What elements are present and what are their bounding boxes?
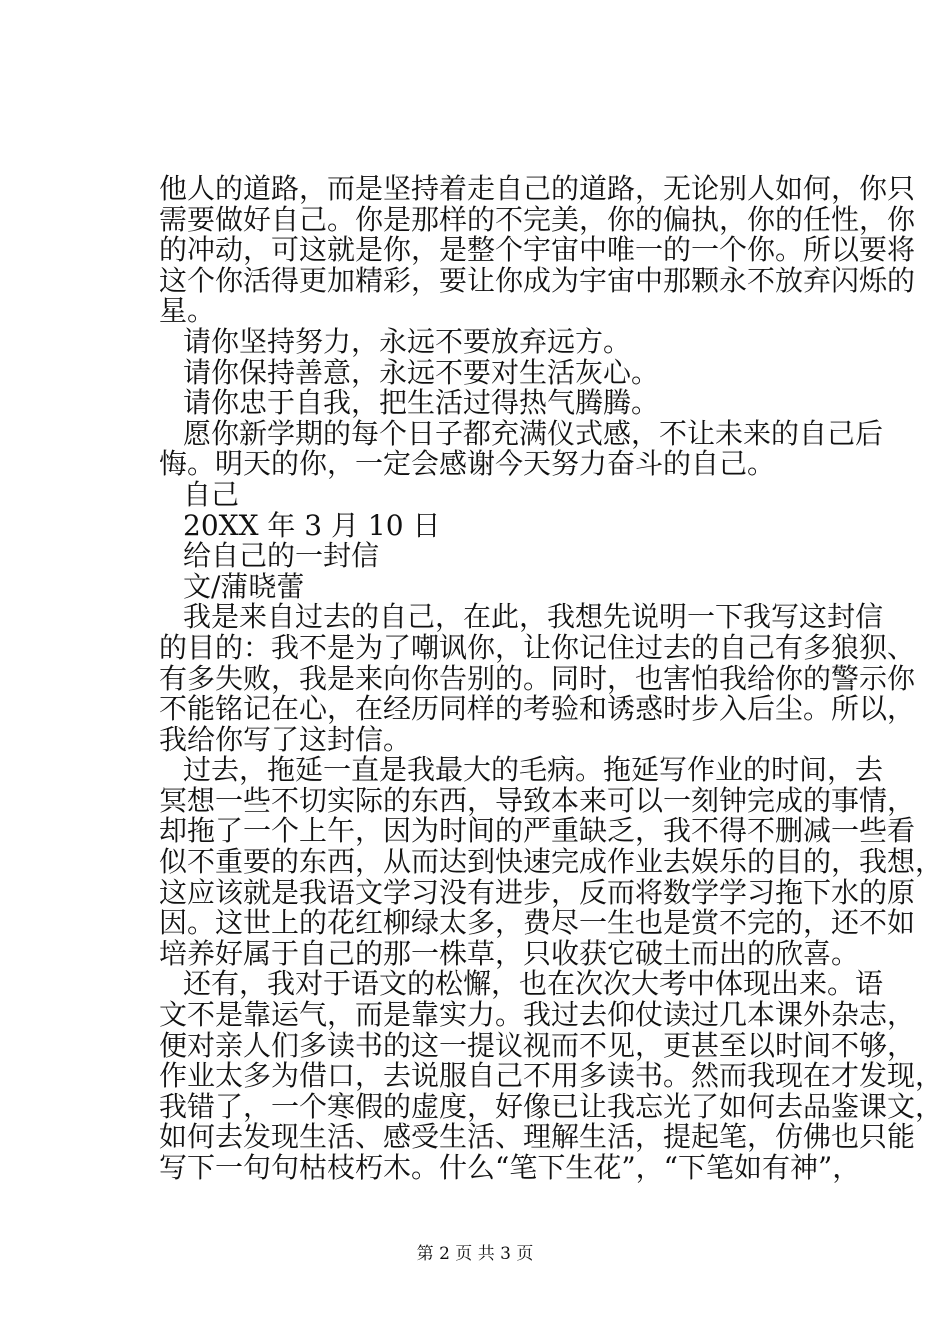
- text-line: 似不重要的东西，从而达到快速完成作业去娱乐的目的，我想，: [159, 845, 944, 879]
- page-footer: [0, 1244, 950, 1264]
- text-line: 我是来自过去的自己，在此，我想先说明一下我写这封信: [183, 600, 884, 634]
- text-line: 却拖了一个上午，因为时间的严重缺乏，我不得不删减一些看: [159, 814, 916, 848]
- letter-author: 文/蒲晓蕾: [183, 569, 305, 603]
- text-line: 请你坚持努力，永远不要放弃远方。: [183, 324, 632, 358]
- text-line: 便对亲人们多读书的这一提议视而不见，更甚至以时间不够，: [159, 1028, 916, 1062]
- text-line: 这应该就是我语文学习没有进步，反而将数学学习拖下水的原: [159, 875, 916, 909]
- text-line: 我给你写了这封信。: [159, 722, 412, 756]
- text-line: 过去，拖延一直是我最大的毛病。拖延写作业的时间，去: [183, 753, 884, 787]
- text-line: 悔。明天的你，一定会感谢今天努力奋斗的自己。: [159, 447, 776, 481]
- text-line: 如何去发现生活、感受生活、理解生活，提起笔，仿佛也只能: [159, 1120, 916, 1154]
- letter-title: 给自己的一封信: [183, 539, 380, 573]
- text-line: 我错了，一个寒假的虚度，好像已让我忘光了如何去品鉴课文，: [159, 1089, 944, 1123]
- signature-date: 20XX 年 3 月 10 日: [183, 508, 441, 542]
- text-line: 不能铭记在心，在经历同样的考验和诱惑时步入后尘。所以，: [159, 692, 916, 726]
- signature-name: 自己: [183, 477, 240, 511]
- text-line: 请你忠于自我，把生活过得热气腾腾。: [183, 386, 660, 420]
- page-number-label: 第 2 页 共 3 页: [416, 1244, 534, 1264]
- text-line: 冥想一些不切实际的东西，导致本来可以一刻钟完成的事情，: [159, 783, 916, 817]
- document-body: [159, 172, 944, 1184]
- text-line: 作业太多为借口，去说服自己不用多读书。然而我现在才发现，: [159, 1059, 944, 1093]
- text-line: 请你保持善意，永远不要对生活灰心。: [183, 355, 660, 389]
- text-line: 这个你活得更加精彩，要让你成为宇宙中那颗永不放弃闪烁的: [159, 263, 916, 297]
- text-line: 他人的道路，而是坚持着走自己的道路，无论别人如何，你只: [159, 172, 916, 205]
- text-line: 的冲动，可这就是你，是整个宇宙中唯一的一个你。所以要将: [159, 233, 916, 267]
- text-line: 有多失败，我是来向你告别的。同时，也害怕我给你的警示你: [159, 661, 916, 695]
- text-line: 写下一句句枯枝朽木。什么“笔下生花”，“下笔如有神”，: [159, 1151, 861, 1184]
- text-line: 的目的：我不是为了嘲讽你，让你记住过去的自己有多狼狈、: [159, 630, 916, 664]
- text-line: 文不是靠运气，而是靠实力。我过去仰仗读过几本课外杂志，: [159, 998, 916, 1032]
- text-line: 需要做好自己。你是那样的不完美，你的偏执，你的任性，你: [159, 202, 916, 236]
- text-line: 因。这世上的花红柳绿太多，费尽一生也是赏不完的，还不如: [159, 906, 916, 940]
- text-line: 还有，我对于语文的松懈，也在次次大考中体现出来。语: [183, 967, 884, 1001]
- text-line: 培养好属于自己的那一株草，只收获它破土而出的欣喜。: [159, 936, 860, 970]
- text-line: 星。: [159, 294, 216, 328]
- text-line: 愿你新学期的每个日子都充满仪式感，不让未来的自己后: [183, 416, 884, 450]
